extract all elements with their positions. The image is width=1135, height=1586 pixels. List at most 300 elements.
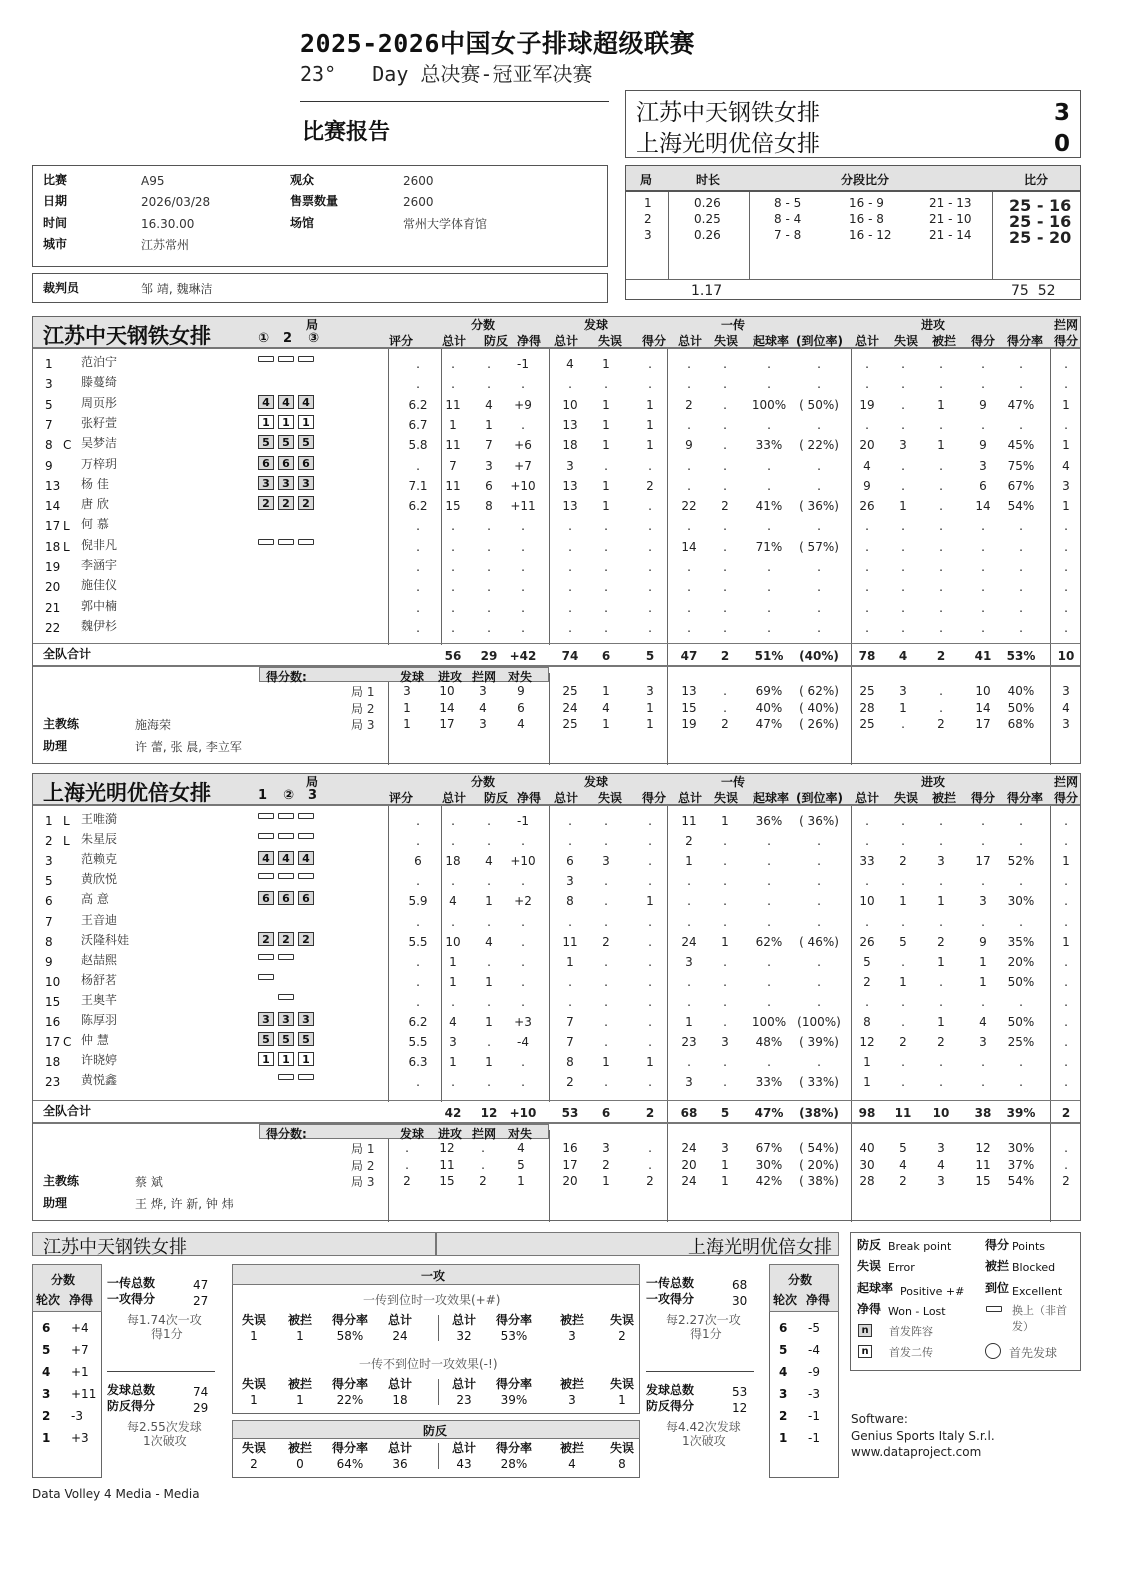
stat-a-pct: . [1019, 914, 1023, 929]
stat-a-err: . [901, 1015, 905, 1029]
stat-s-pts: . [648, 974, 652, 989]
stat-a-pts: 1 [979, 974, 987, 989]
set-s-err: 1 [602, 717, 610, 731]
set-r-pos: 69% [755, 684, 783, 698]
stat-tot: . [451, 560, 455, 574]
stat-r-err: 3 [721, 1035, 729, 1050]
stat-s-tot: 3 [566, 874, 574, 889]
stat-a-err: 1 [899, 894, 907, 909]
stat-a-pts: 9 [979, 397, 987, 412]
player-number: 1 [45, 357, 53, 371]
mini-value: 0 [296, 1457, 304, 1471]
stat-a-blo: . [939, 560, 943, 574]
set-s-pts: 3 [646, 684, 654, 698]
stat-wl: . [521, 994, 525, 1009]
stat-s-pts: 1 [646, 894, 654, 909]
set-marker: ② [283, 788, 295, 803]
date-label: 日期 [43, 194, 68, 208]
mini-header: 得分率 [331, 1441, 368, 1455]
reception-group-header: 一传 [721, 775, 746, 789]
stat-s-err: . [604, 580, 608, 595]
stat-bp: 4 [485, 934, 493, 949]
stat-tot: 7 [449, 458, 457, 473]
away-team-stats [32, 773, 1081, 1221]
stat-s-err: 1 [602, 478, 610, 493]
set-pb-serve: 3 [403, 684, 411, 698]
stat-s-err: . [604, 519, 608, 534]
stat-a-blo: . [939, 814, 943, 828]
stat-a-err: 5 [899, 934, 907, 949]
player-row[interactable] [33, 890, 1080, 910]
total-wl: +42 [509, 649, 537, 663]
wl-header: 净得 [517, 791, 542, 805]
report-title: 比赛报告 [302, 120, 391, 145]
rotation-number: 6 [42, 1321, 51, 1335]
set-marker: 2 [283, 331, 293, 346]
player-row[interactable] [33, 1011, 1080, 1031]
pb-serve-header: 发球 [400, 1127, 425, 1141]
player-name: 黄悦鑫 [81, 1073, 118, 1088]
stat-r-tot: . [687, 560, 691, 574]
starting-position-badge: 4 [258, 851, 274, 865]
set-r-exc: ( 26%) [799, 717, 839, 731]
block-group-header: 拦网 [1054, 318, 1079, 332]
stat-a-pct: . [1019, 814, 1023, 828]
stat-vote: . [416, 874, 420, 889]
mini-value: 64% [336, 1457, 364, 1471]
player-name: 陈厚羽 [81, 1013, 118, 1027]
summary-home-bar [32, 1232, 436, 1256]
bp-header: 防反 [484, 791, 509, 805]
set-a-pct: 37% [1007, 1157, 1035, 1172]
stat-s-pts: . [648, 357, 652, 371]
stat-a-pts: . [981, 417, 985, 432]
stat-a-err: . [901, 954, 905, 969]
scoreboard [625, 90, 1081, 158]
stat-a-tot: . [865, 994, 869, 1009]
attack-blocked-header: 被拦 [932, 334, 957, 348]
player-row[interactable] [33, 951, 1080, 971]
stat-r-exc: . [817, 894, 821, 909]
player-row[interactable] [33, 475, 1080, 495]
starting-position-badge: 6 [298, 891, 314, 905]
player-row[interactable] [33, 1031, 1080, 1051]
stat-bp: 1 [485, 1015, 493, 1029]
so-note: 每2.27次一攻 [666, 1313, 741, 1327]
title-divider [300, 101, 609, 102]
stat-s-pts: . [648, 954, 652, 969]
stat-s-err: . [604, 539, 608, 554]
stat-s-tot: . [568, 377, 572, 392]
venue-value: 常州大学体育馆 [403, 217, 488, 231]
set-pb-opp: 4 [517, 717, 525, 731]
stat-tot: . [451, 1075, 455, 1090]
summary-away-bar [436, 1232, 839, 1256]
player-row[interactable] [33, 931, 1080, 951]
mini-header: 得分率 [495, 1377, 532, 1391]
starting-position-badge: 3 [278, 1012, 294, 1026]
total-wl: +10 [509, 1106, 537, 1120]
match-label: 比赛 [43, 173, 68, 187]
set-r-err: . [723, 700, 727, 715]
stat-s-err: 1 [602, 499, 610, 514]
set-pb-attack: 17 [439, 717, 455, 731]
stat-a-blo: . [939, 834, 943, 849]
serve-total-label: 发球总数 [107, 1383, 156, 1397]
stat-r-pos: . [767, 834, 771, 849]
stat-a-tot: . [865, 580, 869, 595]
stat-a-tot: . [865, 357, 869, 371]
player-number: 10 [45, 974, 61, 989]
stat-r-pos: 33% [755, 438, 783, 453]
player-name: 杨舒茗 [81, 972, 118, 987]
stat-r-exc: . [817, 954, 821, 969]
substitute-icon [278, 873, 294, 879]
player-row[interactable] [33, 515, 1080, 535]
set-r-err: 3 [721, 1141, 729, 1155]
attack-pct-header: 得分率 [1007, 334, 1044, 348]
stat-r-pos: 100% [751, 1015, 787, 1029]
stat-s-err: . [604, 1015, 608, 1029]
breakpoint-title: 防反 [423, 1424, 448, 1438]
set-label: 局 1 [351, 1142, 375, 1156]
stat-wl: . [521, 1055, 525, 1070]
stat-vote: . [416, 357, 420, 371]
stat-a-blo: . [939, 874, 943, 889]
stat-a-pts: . [981, 519, 985, 534]
bp-note: 每2.55次发球 [127, 1420, 202, 1434]
set-a-tot: 40 [859, 1141, 875, 1155]
date-value: 2026/03/28 [141, 195, 211, 209]
home-team-name: 江苏中天钢铁女排 [636, 100, 820, 126]
sideout-positive-title: 一传到位时一攻效果(+#) [363, 1293, 501, 1307]
total-r-exc: (40%) [799, 649, 839, 663]
set-a-err: . [901, 717, 905, 731]
starting-position-badge: 6 [298, 456, 314, 470]
set-partial-8: 7 - 8 [774, 228, 802, 242]
stat-s-pts: . [648, 458, 652, 473]
mini-value: 43 [456, 1457, 472, 1471]
stat-b-pts: . [1064, 914, 1068, 929]
stat-a-blo: . [939, 417, 943, 432]
set-a-tot: 28 [859, 700, 875, 715]
stat-a-err: 1 [899, 499, 907, 514]
set-a-pts: 14 [975, 700, 991, 715]
set-s-tot: 25 [562, 684, 578, 698]
summary-away-name: 上海光明优倍女排 [688, 1237, 832, 1258]
rec-total-value: 47 [193, 1278, 209, 1292]
player-row[interactable] [33, 810, 1080, 830]
player-row[interactable] [33, 991, 1080, 1011]
player-row[interactable] [33, 911, 1080, 931]
set-a-pct: 30% [1007, 1141, 1035, 1155]
mini-header: 总计 [451, 1313, 476, 1327]
stat-s-tot: 1 [566, 954, 574, 969]
stat-s-err: . [604, 1035, 608, 1050]
stat-a-err: . [901, 814, 905, 828]
set-a-err: 1 [899, 700, 907, 715]
stat-vote: . [416, 914, 420, 929]
player-row[interactable] [33, 495, 1080, 515]
stat-tot: . [451, 874, 455, 889]
stat-tot: . [451, 620, 455, 635]
set-s-err: 2 [602, 1157, 610, 1172]
set-a-tot: 25 [859, 717, 875, 731]
stat-a-tot: . [865, 874, 869, 889]
set-s-tot: 24 [562, 700, 578, 715]
row-divider [33, 1122, 1080, 1124]
mini-value: 1 [296, 1329, 304, 1343]
stat-r-tot: . [687, 914, 691, 929]
player-row[interactable] [33, 850, 1080, 870]
stat-a-pts: . [981, 539, 985, 554]
set-label: 局 3 [351, 1175, 375, 1189]
rotation-net: +7 [71, 1343, 89, 1357]
player-row[interactable] [33, 536, 1080, 556]
stat-r-pos: . [767, 894, 771, 909]
stat-r-exc: . [817, 519, 821, 534]
set-s-err: 1 [602, 1174, 610, 1188]
stat-a-blo: 2 [937, 934, 945, 949]
stat-r-exc: . [817, 874, 821, 889]
stat-s-tot: 18 [562, 438, 578, 453]
stat-tot: . [451, 600, 455, 615]
stat-r-exc: ( 22%) [799, 438, 839, 453]
stat-bp: . [487, 539, 491, 554]
rotation-number: 4 [42, 1365, 51, 1379]
rec-total-label: 一传总数 [107, 1276, 156, 1290]
starting-position-badge: 3 [278, 476, 294, 490]
legend-pos-en: Positive +# [900, 1285, 965, 1298]
match-info-box [32, 165, 608, 267]
mini-value: 2 [618, 1329, 626, 1343]
stat-r-err: . [723, 974, 727, 989]
mini-header: 失误 [241, 1377, 266, 1391]
mini-value: 24 [392, 1329, 408, 1343]
legend-blo-en: Blocked [1012, 1261, 1056, 1274]
set-label: 局 2 [351, 701, 375, 716]
player-row[interactable] [33, 556, 1080, 576]
stat-b-pts: . [1064, 519, 1068, 534]
starting-position-badge: 6 [278, 456, 294, 470]
first-serve-circle-icon [985, 1343, 1001, 1359]
stat-a-pts: . [981, 560, 985, 574]
player-row[interactable] [33, 971, 1080, 991]
mini-value: 53% [500, 1329, 528, 1343]
stat-b-pts: 1 [1062, 397, 1070, 412]
stat-r-pos: 71% [755, 539, 783, 554]
stat-vote: 5.5 [408, 934, 428, 949]
player-row[interactable] [33, 870, 1080, 890]
set-label: 局 2 [351, 1158, 375, 1173]
stat-wl: . [521, 560, 525, 574]
stat-vote: 5.9 [408, 894, 428, 909]
stat-r-err: 1 [721, 934, 729, 949]
set-r-tot: 13 [681, 684, 697, 698]
stat-b-pts: . [1064, 894, 1068, 909]
total-r-pos: 47% [754, 1106, 784, 1120]
rotation-header-rot: 轮次 [773, 1293, 798, 1307]
stat-wl: . [521, 600, 525, 615]
summary-home-name: 江苏中天钢铁女排 [43, 1237, 187, 1258]
player-name: 许晓婷 [81, 1053, 118, 1068]
total-s-tot: 53 [561, 1106, 579, 1120]
rotation-header-net: 净得 [806, 1293, 831, 1307]
match-value: A95 [141, 174, 165, 188]
stat-s-pts: . [648, 834, 652, 849]
set-pb-block: . [481, 1141, 485, 1155]
starting-position-badge: 2 [298, 932, 314, 946]
rec-total-value: 68 [732, 1278, 748, 1292]
team-header [33, 774, 1080, 806]
player-name: 黄欣悦 [81, 872, 118, 887]
sets-table-header [626, 166, 1080, 192]
player-number: 5 [45, 874, 53, 889]
set-r-err: . [723, 684, 727, 698]
stat-a-tot: 1 [863, 1055, 871, 1070]
mini-value: 8 [618, 1457, 626, 1471]
stat-r-pos: . [767, 914, 771, 929]
mini-header: 总计 [387, 1313, 412, 1327]
set-a-pct: 50% [1007, 700, 1035, 715]
set-r-pos: 42% [755, 1174, 783, 1188]
rotation-net: +1 [71, 1365, 89, 1379]
substitute-icon [278, 833, 294, 839]
starting-position-badge: 5 [258, 435, 274, 449]
mini-value: 23 [456, 1393, 472, 1407]
mini-header: 失误 [609, 1441, 634, 1455]
player-row[interactable] [33, 434, 1080, 454]
total-r-err: 2 [720, 649, 730, 663]
player-row[interactable] [33, 353, 1080, 373]
reception-error-header: 失误 [714, 334, 739, 348]
stat-a-blo: 1 [937, 1015, 945, 1029]
set-b-pts: 2 [1062, 1174, 1070, 1188]
player-row[interactable] [33, 1071, 1080, 1091]
stat-b-pts: 3 [1062, 478, 1070, 493]
stat-r-err: . [723, 580, 727, 595]
set-label: 局 3 [351, 718, 375, 732]
wl-header: 净得 [517, 334, 542, 348]
starting-position-badge: 6 [278, 891, 294, 905]
stat-tot: 4 [449, 1015, 457, 1029]
player-number: 3 [45, 377, 53, 392]
stat-a-pct: 50% [1007, 974, 1035, 989]
stat-vote: . [416, 519, 420, 534]
stat-a-err: . [901, 539, 905, 554]
breakpoint-header [232, 1420, 640, 1439]
set-pb-serve: . [405, 1141, 409, 1155]
stat-wl: +6 [514, 438, 532, 453]
substitute-icon [278, 994, 294, 1000]
set-a-err: 5 [899, 1141, 907, 1155]
stat-tot: . [451, 914, 455, 929]
player-name: 杨 佳 [81, 476, 109, 491]
player-name: 何 慕 [81, 517, 109, 532]
set-b-pts: 3 [1062, 684, 1070, 698]
rotation-net: +3 [71, 1431, 89, 1445]
set-r-tot: 19 [681, 717, 697, 731]
tickets-value: 2600 [403, 195, 434, 209]
player-row[interactable] [33, 576, 1080, 596]
stat-b-pts: 1 [1062, 499, 1070, 514]
stat-a-blo: 1 [937, 397, 945, 412]
stat-a-tot: . [865, 814, 869, 828]
starting-position-badge: 4 [278, 851, 294, 865]
stat-wl: . [521, 620, 525, 635]
player-row[interactable] [33, 455, 1080, 475]
bp-pts-label: 防反得分 [107, 1399, 156, 1413]
total-a-pts: 38 [974, 1106, 992, 1120]
stat-s-tot: 13 [562, 417, 578, 432]
bp-header: 防反 [484, 334, 509, 348]
stat-b-pts: . [1064, 560, 1068, 574]
stat-a-pts: . [981, 1075, 985, 1090]
stat-r-exc: . [817, 377, 821, 392]
mini-value: 58% [336, 1329, 364, 1343]
player-row[interactable] [33, 394, 1080, 414]
stat-a-tot: . [865, 519, 869, 534]
stat-vote: . [416, 814, 420, 828]
stat-s-pts: . [648, 1035, 652, 1050]
stat-s-tot: . [568, 620, 572, 635]
stat-r-pos: . [767, 519, 771, 534]
block-points-header: 得分 [1054, 791, 1079, 805]
substitute-icon [258, 356, 274, 362]
reception-positive-header: 起球率 [753, 791, 790, 805]
player-row[interactable] [33, 414, 1080, 434]
legend-exc-en: Excellent [1012, 1285, 1063, 1298]
stat-a-blo: . [939, 499, 943, 514]
set-partial-21: 21 - 14 [929, 228, 972, 242]
substitute-icon [278, 813, 294, 819]
stat-vote: . [416, 620, 420, 635]
stat-a-tot: 9 [863, 478, 871, 493]
vote-header: 评分 [389, 791, 414, 805]
mini-header: 总计 [451, 1377, 476, 1391]
legend-sub-text: 换上（非首发） [1012, 1304, 1067, 1333]
stat-wl: . [521, 974, 525, 989]
set-a-tot: 28 [859, 1174, 875, 1188]
player-row[interactable] [33, 597, 1080, 617]
stat-b-pts: . [1064, 1015, 1068, 1029]
mini-header: 得分率 [331, 1377, 368, 1391]
serve-total-value: 74 [193, 1385, 209, 1399]
stat-a-pts: . [981, 874, 985, 889]
stat-r-tot: . [687, 994, 691, 1009]
match-round-subtitle: 23° Day 总决赛-冠亚军决赛 [300, 62, 593, 86]
player-row[interactable] [33, 373, 1080, 393]
stat-a-err: . [901, 600, 905, 615]
stat-s-pts: 1 [646, 417, 654, 432]
mini-value: 2 [250, 1457, 258, 1471]
stat-r-exc: . [817, 1055, 821, 1070]
stat-s-err: . [604, 894, 608, 909]
player-row[interactable] [33, 830, 1080, 850]
stat-s-err: . [604, 974, 608, 989]
set-s-err: 4 [602, 700, 610, 715]
set-a-pts: 11 [975, 1157, 991, 1172]
set-a-pct: 54% [1007, 1174, 1035, 1188]
software-website[interactable]: www.dataproject.com [851, 1445, 982, 1459]
stat-r-exc: . [817, 600, 821, 615]
stat-s-tot: . [568, 914, 572, 929]
player-row[interactable] [33, 617, 1080, 637]
substitute-icon [298, 356, 314, 362]
rotation-number: 2 [42, 1409, 51, 1423]
player-row[interactable] [33, 1051, 1080, 1071]
stat-s-tot: 4 [566, 357, 574, 371]
